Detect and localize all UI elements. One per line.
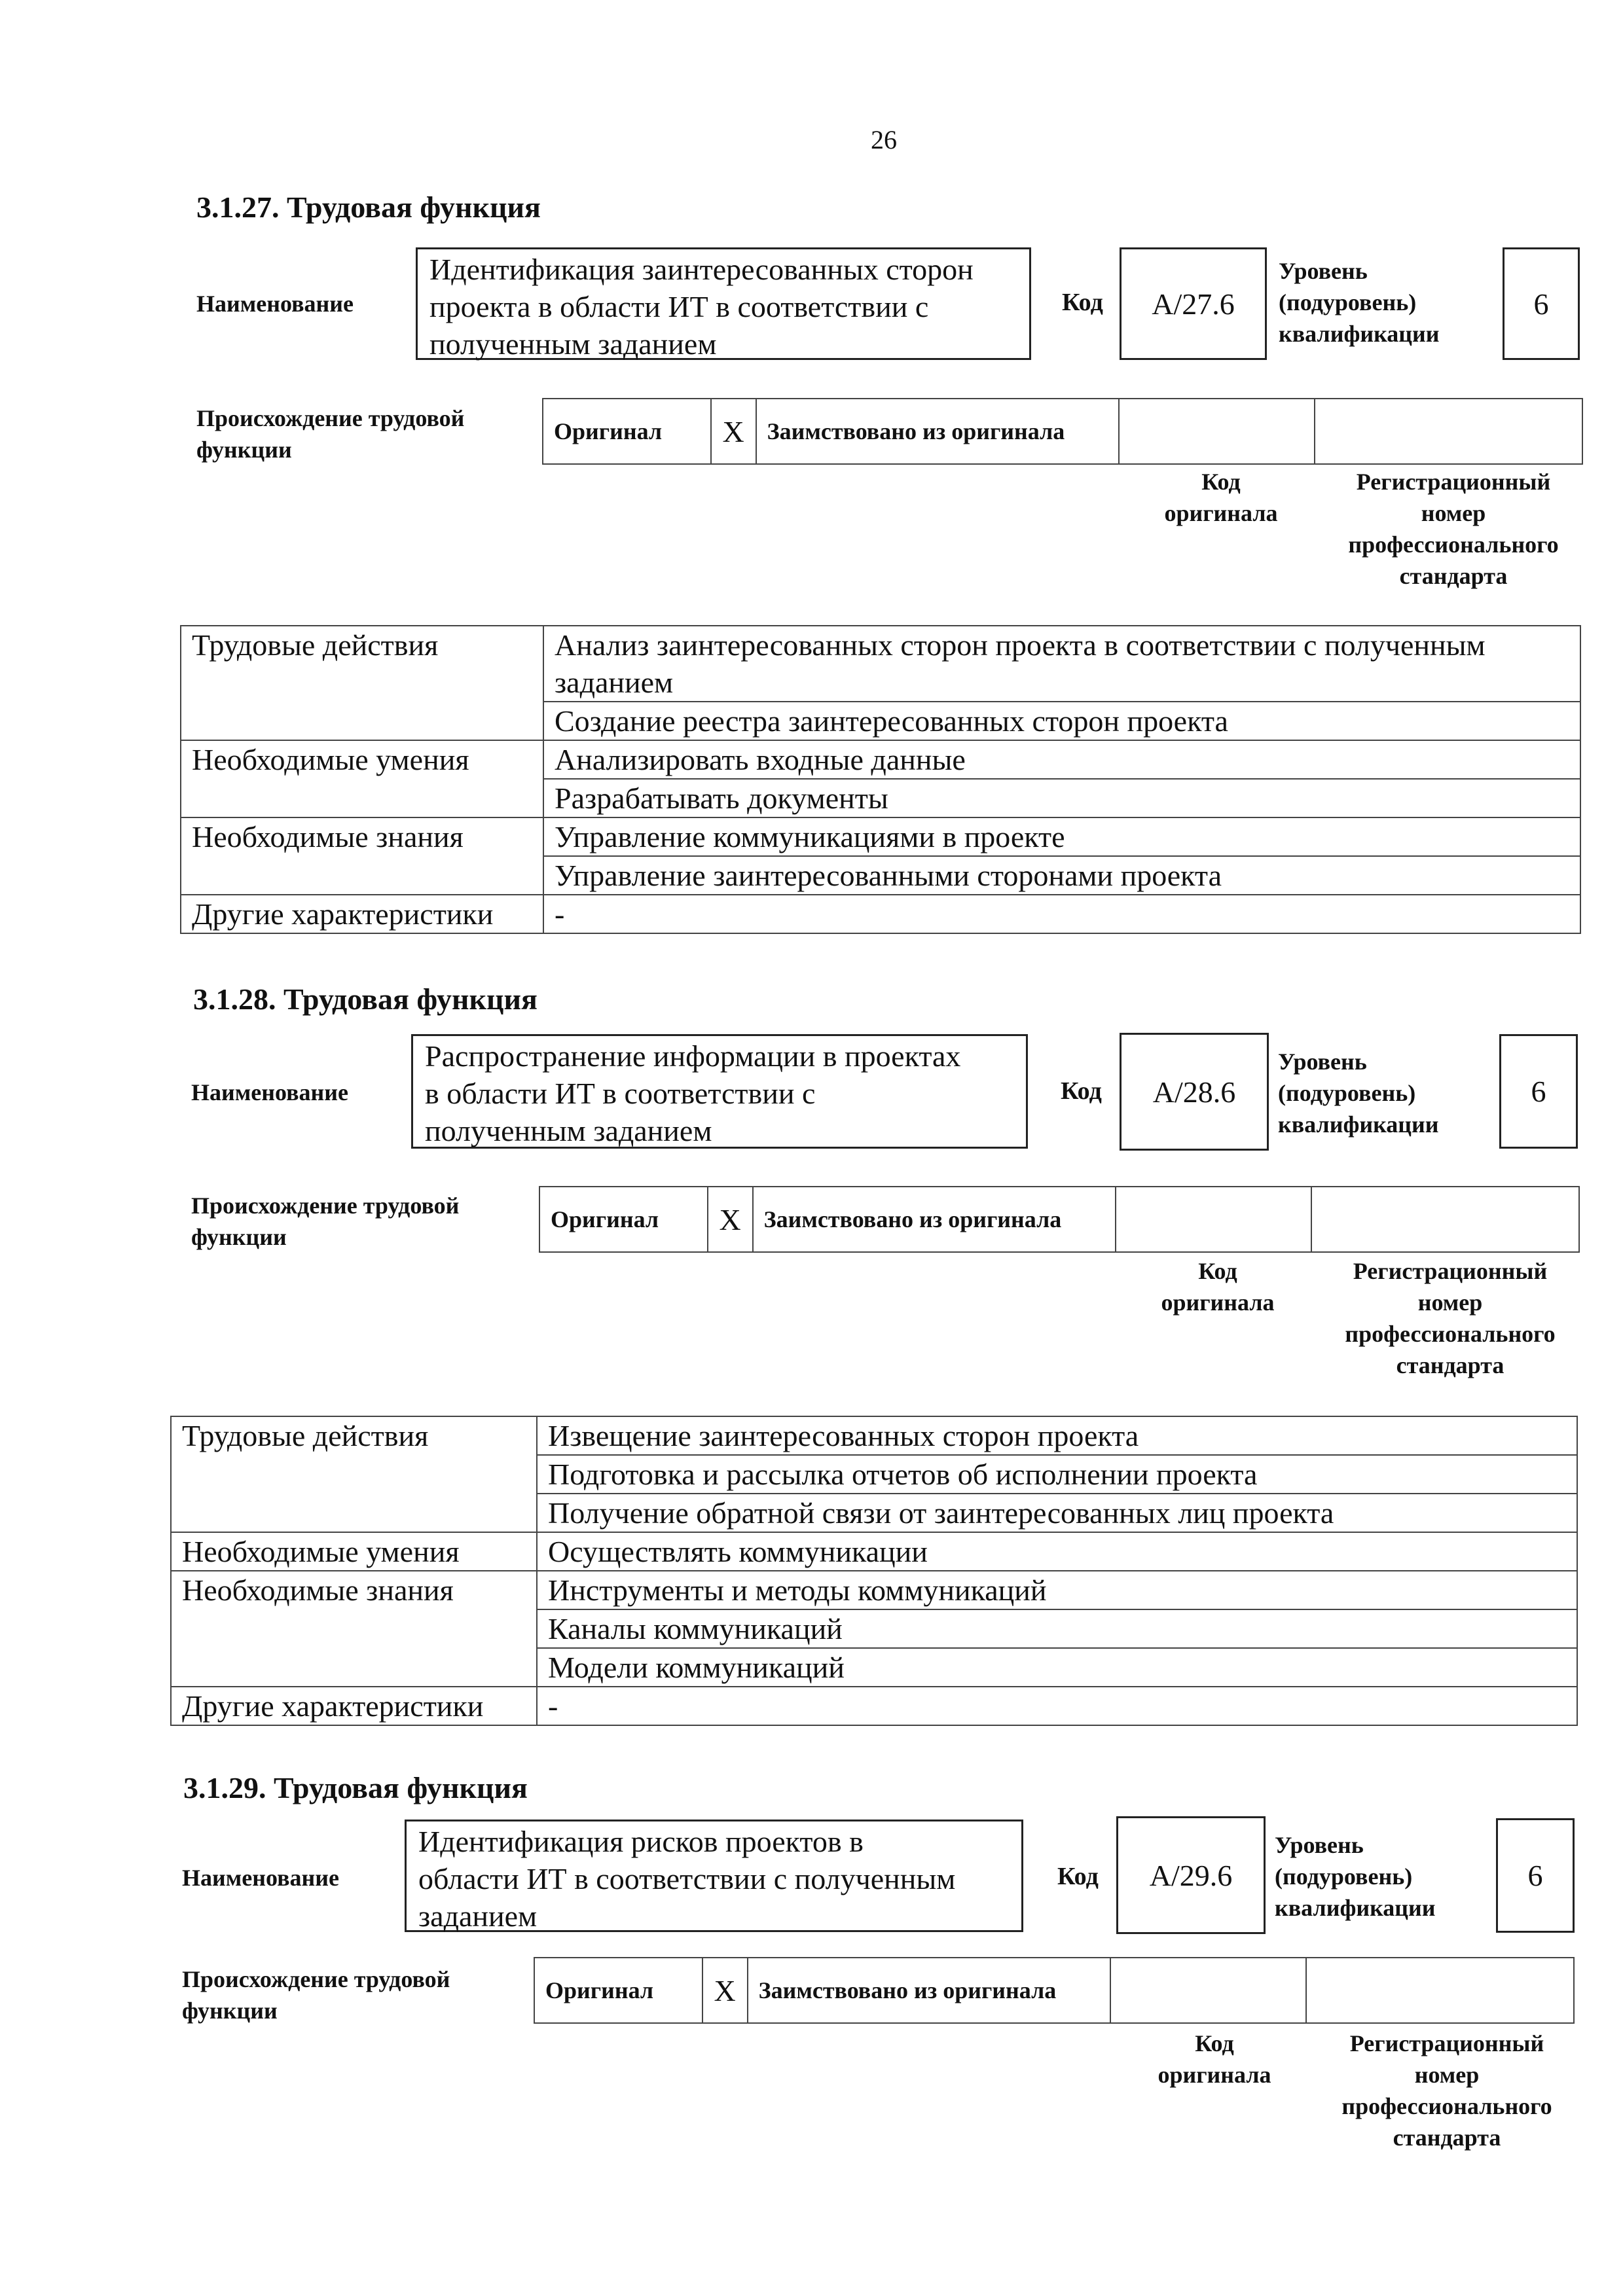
function-name-box — [405, 1820, 1023, 1932]
reg-number-cell — [1311, 1187, 1579, 1252]
level-label: Уровень (подуровень) квалификации — [1278, 1049, 1439, 1138]
borrowed-label: Заимствовано из оригинала — [753, 1187, 1116, 1252]
origin-label: Происхождение трудовой функции — [196, 405, 465, 463]
group-item: Извещение заинтересованных сторон проекта — [537, 1416, 1577, 1455]
original-mark: X — [702, 1958, 748, 2023]
function-name-line: Идентификация рисков проектов в — [418, 1825, 864, 1858]
group-item: Осуществлять коммуникации — [537, 1532, 1577, 1571]
function-name-line: полученным заданием — [425, 1114, 712, 1147]
qualification-level-box — [1496, 1818, 1575, 1933]
origin-table — [542, 398, 1583, 465]
function-name-line: заданием — [418, 1899, 538, 1933]
function-name-line: в области ИТ в соответствии с — [425, 1077, 816, 1110]
group-item: Управление заинтересованными сторонами проекта — [543, 856, 1580, 895]
function-name-box — [411, 1034, 1028, 1149]
function-name-line: проекта в области ИТ в соответствии с — [429, 290, 929, 323]
code-label: Код — [1061, 1077, 1102, 1105]
function-code-box — [1120, 1033, 1269, 1151]
qualification-level: 6 — [1533, 287, 1549, 321]
qualification-level-box — [1503, 247, 1580, 360]
group-item: - — [543, 895, 1580, 933]
code-label: Код — [1057, 1863, 1099, 1890]
borrowed-label: Заимствовано из оригинала — [756, 399, 1119, 464]
group-label: Необходимые умения — [181, 740, 543, 779]
code-original-caption: Код оригинала — [1158, 2030, 1271, 2088]
code-original-caption: Код оригинала — [1161, 1258, 1275, 1316]
group-label: Необходимые умения — [171, 1532, 537, 1571]
original-label: Оригинал — [534, 1958, 702, 2023]
original-code-cell — [1116, 1187, 1312, 1252]
name-label: Наименование — [182, 1865, 339, 1891]
group-label: Необходимые знания — [171, 1571, 537, 1609]
reg-number-cell — [1306, 1958, 1574, 2023]
group-item: Инструменты и методы коммуникаций — [537, 1571, 1577, 1609]
group-label: Трудовые действия — [171, 1416, 537, 1455]
function-details-table — [170, 1416, 1578, 1726]
origin-table — [539, 1186, 1580, 1253]
name-label: Наименование — [191, 1079, 348, 1105]
function-name-box — [416, 247, 1031, 360]
section-title: 3.1.29. Трудовая функция — [183, 1771, 528, 1804]
reg-number-cell — [1315, 399, 1582, 464]
group-item: Получение обратной связи от заинтересованных лиц проекта — [537, 1494, 1577, 1532]
function-code: A/27.6 — [1152, 287, 1235, 321]
page-number: 26 — [871, 125, 897, 154]
qualification-level-box — [1499, 1034, 1578, 1149]
reg-number-caption: Регистрационный номер профессионального стандарта — [1341, 2030, 1552, 2151]
function-code: A/29.6 — [1149, 1858, 1233, 1892]
level-label: Уровень (подуровень) квалификации — [1279, 258, 1440, 347]
group-item: Создание реестра заинтересованных сторон проекта — [543, 702, 1580, 740]
group-item: Анализ заинтересованных сторон проекта в соответствии с полученным заданием — [543, 626, 1580, 702]
level-label: Уровень (подуровень) квалификации — [1275, 1832, 1436, 1921]
function-name-line: полученным заданием — [429, 327, 717, 361]
reg-number-caption: Регистрационный номер профессионального стандарта — [1345, 1258, 1556, 1378]
origin-table — [534, 1957, 1575, 2024]
code-original-caption: Код оригинала — [1164, 469, 1278, 526]
qualification-level: 6 — [1527, 1859, 1543, 1892]
function-name-line: Распространение информации в проектах — [425, 1039, 961, 1073]
group-item: Разрабатывать документы — [543, 779, 1580, 817]
function-details-table — [180, 625, 1581, 934]
original-mark: X — [708, 1187, 753, 1252]
group-item: Анализировать входные данные — [543, 740, 1580, 779]
origin-label: Происхождение трудовой функции — [191, 1193, 460, 1250]
function-name-line: области ИТ в соответствии с полученным — [418, 1862, 956, 1895]
original-code-cell — [1110, 1958, 1307, 2023]
borrowed-label: Заимствовано из оригинала — [748, 1958, 1110, 2023]
function-code: A/28.6 — [1152, 1075, 1236, 1109]
reg-number-caption: Регистрационный номер профессионального стандарта — [1348, 469, 1559, 589]
original-code-cell — [1119, 399, 1315, 464]
group-label: Другие характеристики — [181, 895, 543, 933]
group-item: - — [537, 1687, 1577, 1725]
section-title: 3.1.27. Трудовая функция — [196, 190, 541, 224]
group-label: Другие характеристики — [171, 1687, 537, 1725]
group-item: Подготовка и рассылка отчетов об исполнении проекта — [537, 1455, 1577, 1494]
section-title: 3.1.28. Трудовая функция — [193, 982, 538, 1016]
original-label: Оригинал — [543, 399, 711, 464]
original-label: Оригинал — [539, 1187, 708, 1252]
group-label: Необходимые знания — [181, 817, 543, 856]
function-code-box — [1120, 247, 1267, 360]
group-item: Управление коммуникациями в проекте — [543, 817, 1580, 856]
group-item: Модели коммуникаций — [537, 1648, 1577, 1687]
qualification-level: 6 — [1531, 1075, 1546, 1108]
origin-label: Происхождение трудовой функции — [182, 1966, 450, 2024]
name-label: Наименование — [196, 291, 354, 317]
function-code-box — [1116, 1816, 1266, 1934]
original-mark: X — [711, 399, 756, 464]
function-name-line: Идентификация заинтересованных сторон — [429, 253, 974, 286]
group-label: Трудовые действия — [181, 626, 543, 702]
group-item: Каналы коммуникаций — [537, 1609, 1577, 1648]
code-label: Код — [1062, 289, 1103, 316]
